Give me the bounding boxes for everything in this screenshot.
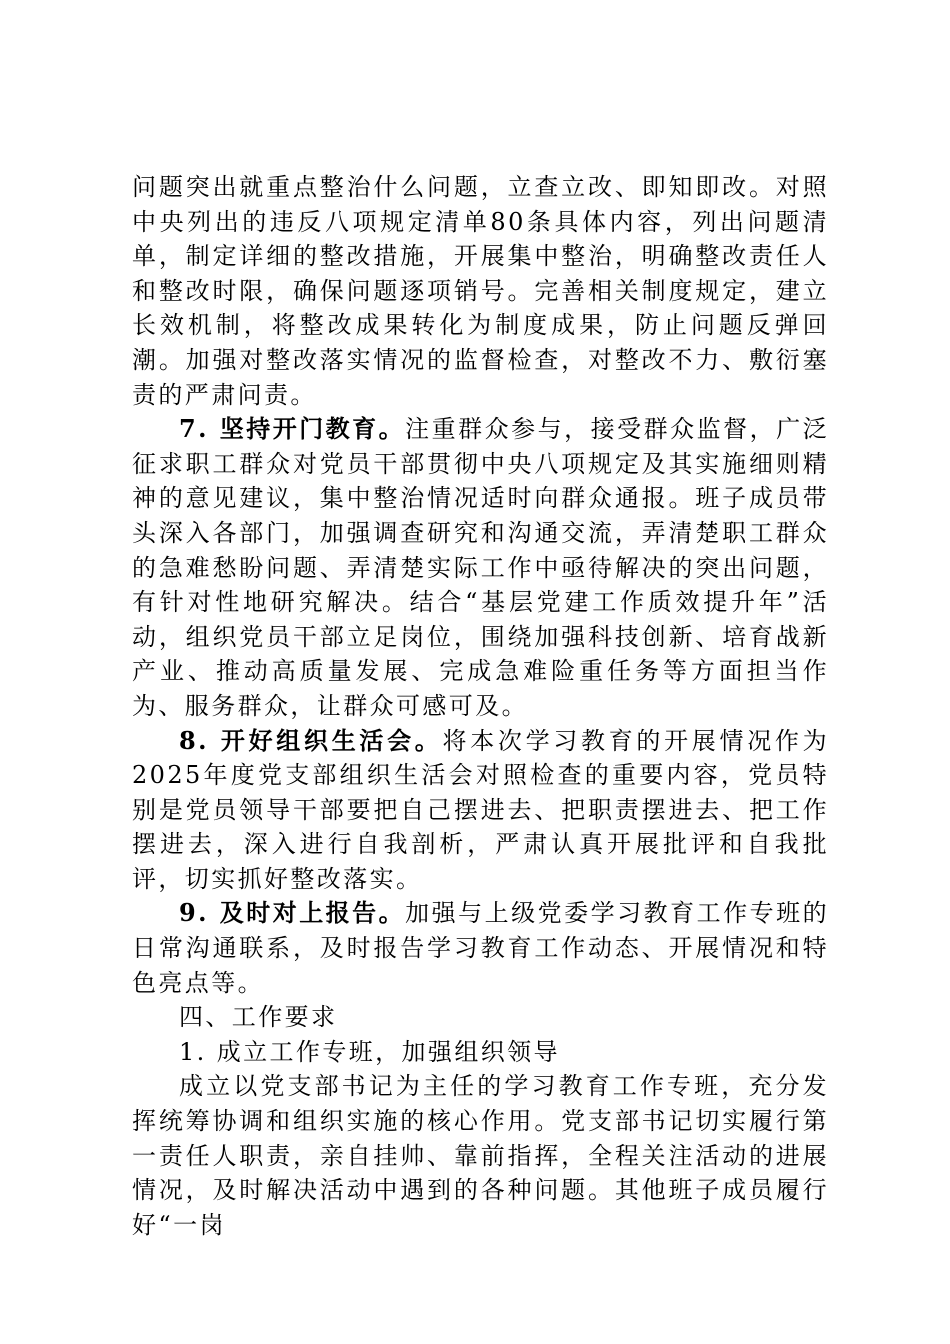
paragraph-body: 问题突出就重点整治什么问题，立查立改、即知即改。对照中央列出的违反八项规定清单80条具体内容，列出问题清单，制定详细的整改措施，开展集中整治，明确整改责任人和整改时限，确保问题逐项销号。完善相关制度规定，建立长效机制，将整改成果转化为制度成果，防止问题反弹回潮。加强对整改落实情况的监督检查，对整改不力、敷衍塞责的严肃问责。 (132, 173, 829, 409)
paragraph-item-9 (132, 896, 829, 1000)
paragraph-lead: 7. 坚持开门教育。 (179, 414, 406, 444)
paragraph-lead: 8. 开好组织生活会。 (179, 725, 443, 755)
document-page (132, 170, 829, 1242)
paragraph-body: 将本次学习教育的开展情况作为2025年度党支部组织生活会对照检查的重要内容，党员特别是党员领导干部要把自己摆进去、把职责摆进去、把工作摆进去，深入进行自我剖析，严肃认真开展批评和自我批评，切实抓好整改落实。 (132, 726, 830, 893)
paragraph-lead: 9. 及时对上报告。 (179, 898, 406, 928)
paragraph-final: 成立以党支部书记为主任的学习教育工作专班，充分发挥统筹协调和组织实施的核心作用。党支部书记切实履行第一责任人职责，亲自挂帅、靠前指挥，全程关注活动的进展情况，及时解决活动中遇到的各种问题。其他班子成员履行好“一岗 (132, 1072, 829, 1239)
paragraph-item-8 (132, 724, 829, 897)
paragraph-continuation (132, 170, 829, 412)
section-heading: 四、工作要求 (179, 1003, 338, 1032)
paragraph-item-7 (132, 412, 829, 723)
paragraph-body: 注重群众参与，接受群众监督，广泛征求职工群众对党员干部贯彻中央八项规定及其实施细则精神的意见建议，集中整治情况适时向群众通报。班子成员带头深入各部门，加强调查研究和沟通交流，弄清楚职工群众的急难愁盼问题、弄清楚实际工作中亟待解决的突出问题，有针对性地研究解决。结合“基层党建工作质效提升年”活动，组织党员干部立足岗位，围绕加强科技创新、培育战新产业、推动高质量发展、完成急难险重任务等方面担当作为、服务群众，让群众可感可及。 (132, 415, 829, 720)
subheading: 1. 成立工作专班，加强组织领导 (179, 1037, 560, 1066)
paragraph-body: 加强与上级党委学习教育工作专班的日常沟通联系，及时报告学习教育工作动态、开展情况和特色亮点等。 (132, 899, 829, 997)
